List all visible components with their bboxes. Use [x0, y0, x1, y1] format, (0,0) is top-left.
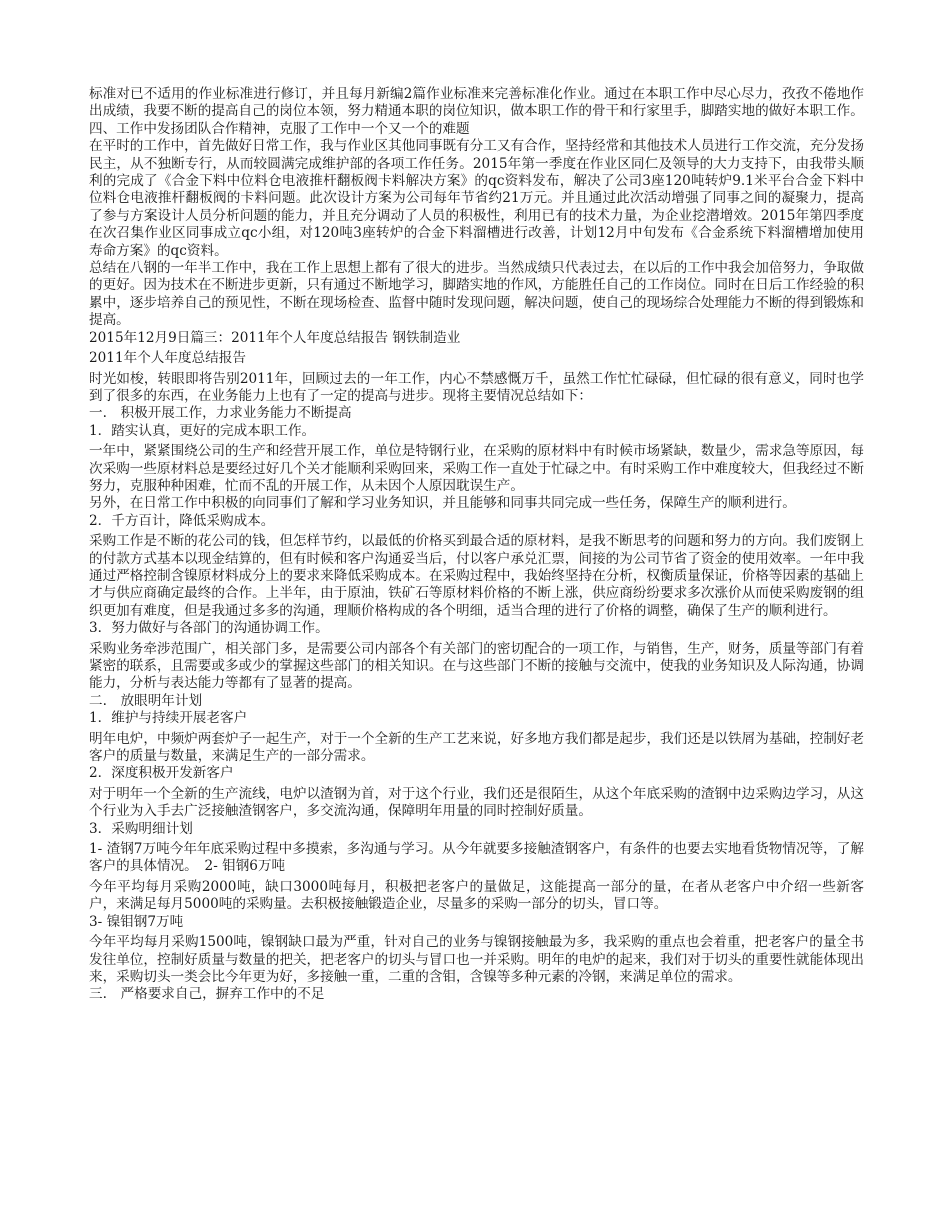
paragraph: 2015年12月9日篇三：2011年个人年度总结报告 钢铁制造业 [89, 329, 461, 346]
paragraph: 在平时的工作中，首先做好日常工作，我与作业区其他同事既有分工又有合作，坚持经常和其他技术人员进行工作交流，充分发扬民主，从不独断专行，从而较圆满完成维护部的各项工作任务。2015年第一季度在作业区同仁及领导的大力支持下，由我带头顺利的完成了《合金下料中位料仓电液推杆翻板阀卡料解决方案》的qc资料发布，解决了公司3座120吨转炉9.1米平台合金下料中位料仓电液推杆翻板阀的卡料问题。此次设计方案为公司每年节省约21万元。并且通过此次活动增强了同事之间的凝聚力，提高了参与方案设计人员分析问题的能力，并且充分调动了人员的积极性，利用已有的技术力量，为企业挖潜增效。2015年第四季度在次召集作业区同事成立qc小组，对120吨3座转炉的合金下料溜槽进行改善，计划12月中旬发布《合金系统下料溜槽增加使用寿命方案》的qc资料。 [89, 138, 864, 259]
paragraph: 1．踏实认真，更好的完成本职工作。 [89, 422, 316, 439]
paragraph: 总结在八钢的一年半工作中，我在工作上思想上都有了很大的进步。当然成绩只代表过去，在以后的工作中我会加倍努力，争取做的更好。因为技术在不断进步更新，只有通过不断地学习，脚踏实地的作风，方能胜任自己的工作岗位。同时在日后工作经验的积累中，逐步培养自己的预见性，不断在现场检查、监督中随时发现问题，解决问题，使自己的现场综合处理能力不断的得到锻炼和提高。 [89, 260, 864, 329]
paragraph: 3- 镍钼钢7万吨 [89, 913, 184, 930]
paragraph: 一. 积极开展工作，力求业务能力不断提高 [89, 405, 352, 422]
paragraph: 三. 严格要求自己，摒弃工作中的不足 [89, 986, 325, 1003]
paragraph: 对于明年一个全新的生产流线，电炉以渣钢为首，对于这个行业，我们还是很陌生，从这个年底采购的渣钢中边采购边学习，从这个行业为入手去广泛接触渣钢客户，多交流沟通，保障明年用量的同时控制好质量。 [89, 785, 864, 820]
paragraph: 1．维护与持续开展老客户 [89, 710, 248, 727]
paragraph: 四、工作中发扬团队合作精神，克服了工作中一个又一个的难题 [89, 120, 470, 137]
paragraph: 采购工作是不断的花公司的钱，但怎样节约，以最低的价格买到最合适的原材料，是我不断思考的问题和努力的方向。我们废钢上的付款方式基本以现金结算的，但有时候和客户沟通妥当后，付以客户承兑汇票，间接的为公司节省了资金的使用效率。一年中我通过严格控制含镍原材料成分上的要求来降低采购成本。在采购过程中，我始终坚持在分析，权衡质量保证，价格等因素的基础上才与供应商确定最终的合作。上半年，由于原油，铁矿石等原材料价格的不断上涨，供应商纷纷要求多次涨价从而使采购废钢的组织更加有难度，但是我通过多多的沟通，理顺价格构成的各个明细，适当合理的进行了价格的调整，确保了生产的顺利进行。 [89, 533, 864, 619]
paragraph: 今年平均每月采购1500吨，镍钢缺口最为严重，针对自己的业务与镍钢接触最为多，我采购的重点也会着重，把老客户的量全书发往单位，控制好质量与数量的把关，把老客户的切头与冒口也一并采购。明年的电炉的起来，我们对于切头的重要性就能体现出来，采购切头一类会比今年更为好，多接触一重，二重的含钼，含镍等多种元素的冷钢，来满足单位的需求。 [89, 934, 864, 985]
paragraph: 采购业务牵涉范围广，相关部门多，是需要公司内部各个有关部门的密切配合的一项工作，与销售，生产，财务，质量等部门有着紧密的联系，且需要或多或少的掌握这些部门的相关知识。在与这些部门不断的接触与交流中，使我的业务知识及人际沟通，协调能力，分析与表达能力等都有了显著的提高。 [89, 640, 864, 692]
paragraph: 2．千方百计，降低采购成本。 [89, 512, 275, 529]
paragraph: 3．采购明细计划 [89, 820, 193, 837]
paragraph: 2011年个人年度总结报告 [89, 350, 246, 367]
paragraph: 明年电炉，中频炉两套炉子一起生产，对于一个全新的生产工艺来说，好多地方我们都是起步，我们还是以铁屑为基础，控制好老客户的质量与数量，来满足生产的一部分需求。 [89, 730, 864, 765]
paragraph: 时光如梭，转眼即将告别2011年，回顾过去的一年工作，内心不禁感慨万千，虽然工作忙忙碌碌，但忙碌的很有意义，同时也学到了很多的东西，在业务能力上也有了一定的提高与进步。现将主要情况总结如下： [89, 370, 864, 404]
paragraph: 今年平均每月采购2000吨，缺口3000吨每月，积极把老客户的量做足，这能提高一部分的量，在者从老客户中介绍一些新客户，来满足每月5000吨的采购量。去积极接触锻造企业，尽量多的采购一部分的切头，冒口等。 [89, 878, 864, 913]
paragraph: 1- 渣钢7万吨今年年底采购过程中多摸索，多沟通与学习。从今年就要多接触渣钢客户，有条件的也要去实地看货物情况等，了解客户的具体情况。 2- 钼钢6万吨 [89, 841, 864, 875]
paragraph: 二. 放眼明年计划 [89, 692, 203, 709]
paragraph: 一年中，紧紧围绕公司的生产和经营开展工作，单位是特钢行业，在采购的原材料中有时候市场紧缺，数量少，需求急等原因，每次采购一些原材料总是要经过好几个关才能顺利采购回来，采购工作一直处于忙碌之中。有时采购工作中难度较大，但我经过不断努力，克服种种困难，忙而不乱的开展工作，从未因个人原因耽误生产。 [89, 443, 864, 494]
document-body [89, 86, 864, 1004]
paragraph: 2．深度积极开发新客户 [89, 765, 234, 782]
paragraph: 标准对已不适用的作业标准进行修订，并且每月新编2篇作业标准来完善标准化作业。通过在本职工作中尽心尽力，孜孜不倦地作出成绩，我要不断的提高自己的岗位本领，努力精通本职的岗位知识，做本职工作的骨干和行家里手，脚踏实地的做好本职工作。 [89, 86, 864, 120]
paragraph: 3．努力做好与各部门的沟通协调工作。 [89, 620, 329, 637]
paragraph: 另外，在日常工作中积极的向同事们了解和学习业务知识，并且能够和同事共同完成一些任务，保障生产的顺利进行。 [89, 495, 796, 512]
